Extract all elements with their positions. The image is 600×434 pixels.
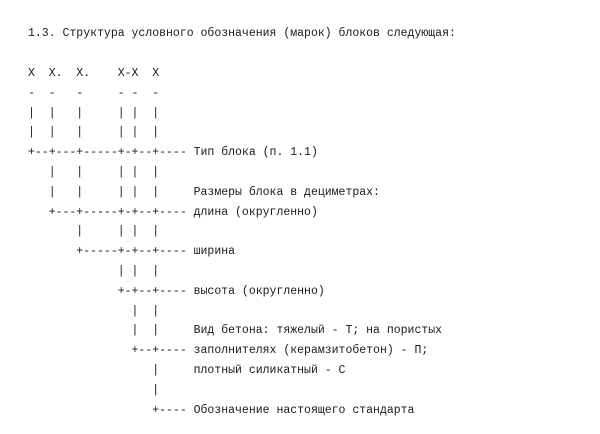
- diagram-line-dimensions-caption: | | | | | Размеры блока в дециметрах:: [28, 185, 380, 199]
- diagram-line-standard: +---- Обозначение настоящего стандарта: [28, 403, 415, 417]
- diagram-line-width: +-----+-+--+---- ширина: [28, 245, 236, 259]
- diagram-line-placeholders: X X. X. X-X X: [28, 67, 160, 80]
- diagram-line-concrete-type-end: | плотный силикатный - С: [28, 363, 346, 377]
- diagram-line: | | | |: [28, 225, 160, 239]
- diagram-line-block-type: +--+---+-----+-+--+---- Тип блока (п. 1.1): [28, 146, 318, 160]
- diagram-line: | |: [28, 304, 160, 318]
- diagram-line: | | | | | |: [28, 126, 160, 140]
- diagram-line: | | | | | |: [28, 106, 160, 120]
- diagram-line-height: +-+--+---- высота (округленно): [28, 284, 325, 298]
- diagram-line: | | |: [28, 264, 160, 278]
- diagram-line-length: +---+-----+-+--+---- длина (округленно): [28, 205, 318, 219]
- section-heading: 1.3. Структура условного обозначения (марок) блоков следующая:: [28, 27, 456, 40]
- diagram-line-dashes: - - - - - -: [28, 86, 160, 100]
- diagram-line: | | | | |: [28, 165, 160, 179]
- designation-structure-diagram: [28, 64, 442, 420]
- diagram-line-concrete-type: | | Вид бетона: тяжелый - Т; на пористых: [28, 324, 443, 338]
- diagram-line-concrete-type-cont: +--+---- заполнителях (керамзитобетон) - П;: [28, 344, 429, 358]
- diagram-line: |: [28, 383, 160, 397]
